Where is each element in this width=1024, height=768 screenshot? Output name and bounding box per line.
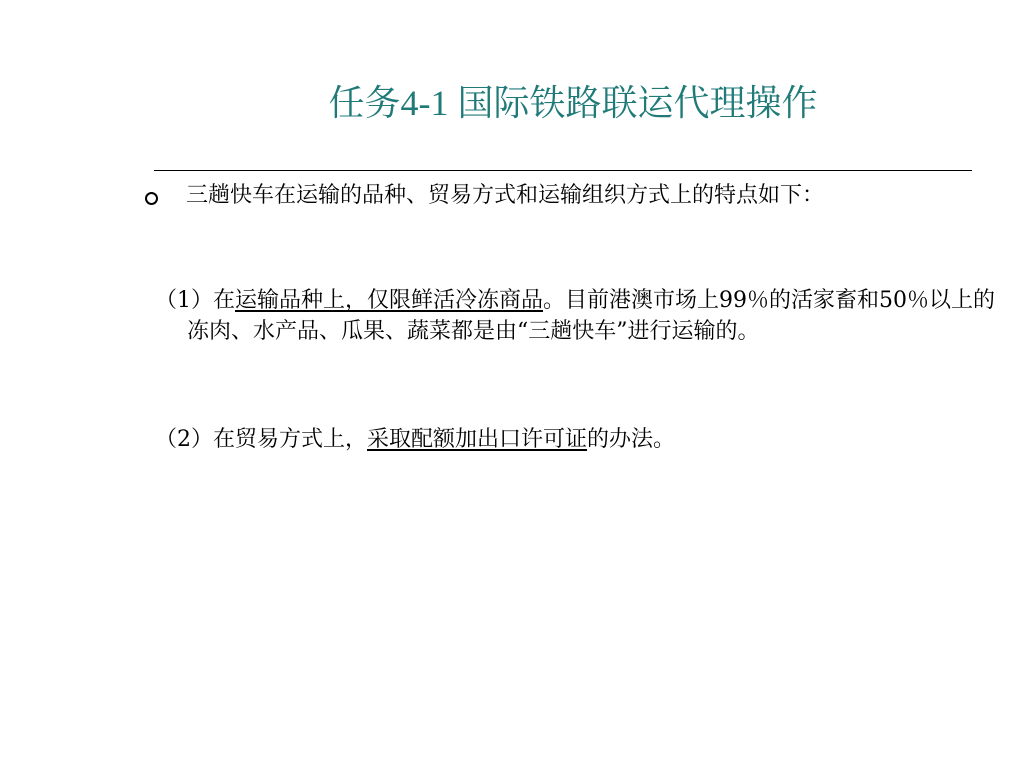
point-2-rest: 的办法。 [587,427,676,452]
point-1-underlined-text: 运输品种上，仅限鲜活冷冻商品 [235,288,544,313]
point-1-paragraph [155,285,995,347]
point-2-prefix: （2）在贸易方式上， [155,427,367,452]
title-divider [154,170,972,171]
bullet-text: 三趟快车在运输的品种、贸易方式和运输组织方式上的特点如下： [186,183,825,208]
point-2-underlined-text: 采取配额加出口许可证 [367,427,588,452]
point-2-paragraph [155,424,995,455]
point-1-prefix: （1）在 [155,288,235,313]
slide-title: 任务4-1 国际铁路联运代理操作 [328,83,818,123]
point-1-rest: 。目前港澳市场上99％的活家畜和50％以上的冻肉、水产品、瓜果、蔬菜都是由“三趟快车”进行运输的。 [187,288,996,344]
hollow-circle-bullet-icon [145,192,158,205]
